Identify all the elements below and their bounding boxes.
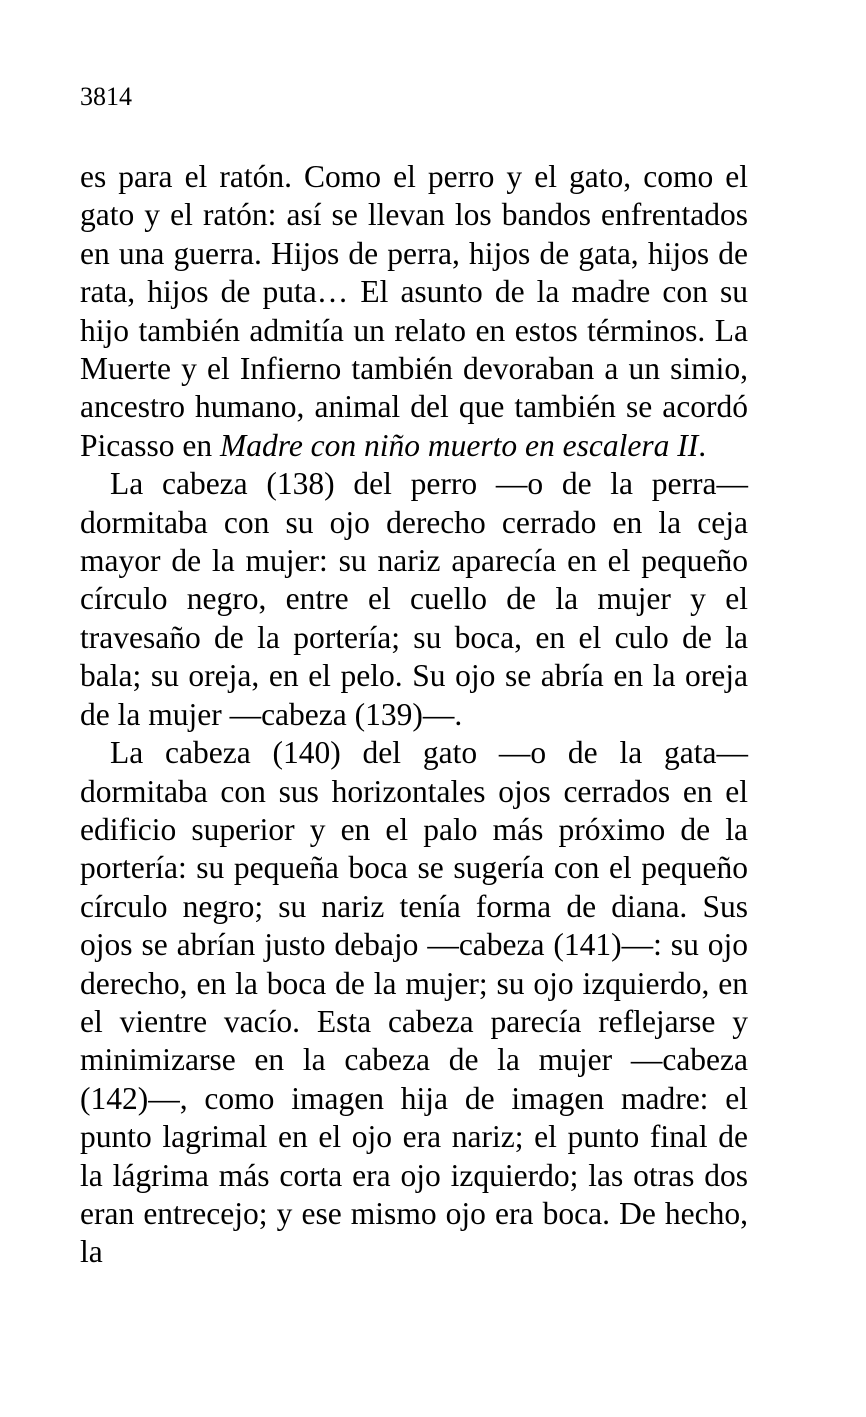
paragraph-1-end: . (698, 427, 707, 463)
paragraph-1-text: es para el ratón. Como el perro y el gato, como el gato y el ratón: así se llevan los bandos enfrentados en una guerra. Hijos de perra, hijos de gata, hijos de rata, hijos de puta… El asunto de la madre con su hijo también admitía un relato en estos términos. La Muerte y el Infierno también devoraban a un simio, ancestro humano, animal del que también se acordó Picasso en (80, 159, 748, 463)
page-number: 3814 (80, 82, 132, 111)
body-text (80, 158, 748, 1272)
artwork-title: Madre con niño muerto en escalera II (219, 427, 699, 463)
paragraph-3: La cabeza (140) del gato —o de la gata— dormitaba con sus horizontales ojos cerrados en el edificio superior y en el palo más próximo de la portería: su pequeña boca se sugería con el pequeño círculo negro; su nariz tenía forma de diana. Sus ojos se abrían justo debajo —cabeza (141)—: su ojo derecho, en la boca de la mujer; su ojo izquierdo, en el vientre vacío. Esta cabeza parecía reflejarse y minimizarse en la cabeza de la mujer —cabeza (142)—, como imagen hija de imagen madre: el punto lagrimal en el ojo era nariz; el punto final de la lágrima más corta era ojo izquierdo; las otras dos eran entrecejo; y ese mismo ojo era boca. De hecho, la (80, 735, 748, 1270)
paragraph-2: La cabeza (138) del perro —o de la perra— dormitaba con su ojo derecho cerrado en la ceja mayor de la mujer: su nariz aparecía en el pequeño círculo negro, entre el cuello de la mujer y el travesaño de la portería; su boca, en el culo de la bala; su oreja, en el pelo. Su ojo se abría en la oreja de la mujer —cabeza (139)—. (80, 466, 748, 732)
paragraph-1 (80, 158, 748, 465)
